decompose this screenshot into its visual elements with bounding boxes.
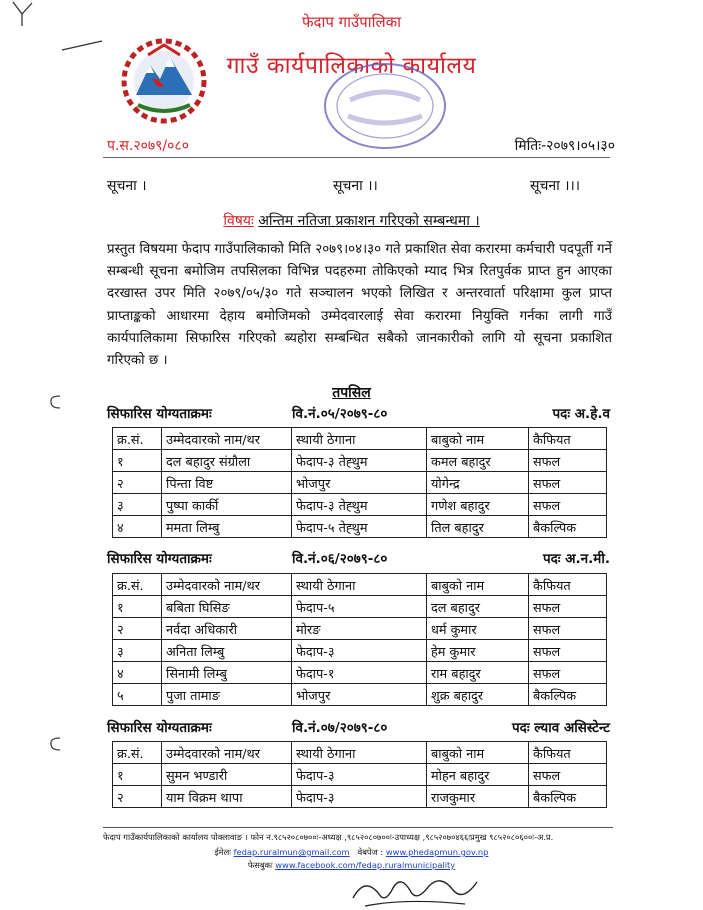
table-cell: गणेश बहादुर: [427, 494, 529, 516]
results-table: [112, 573, 607, 706]
column-header: स्थायी ठेगाना: [292, 742, 427, 764]
table-cell: ममता लिम्बु: [162, 516, 292, 538]
table-row: [113, 684, 607, 706]
column-header: स्थायी ठेगाना: [292, 428, 427, 450]
table-cell: धर्म कुमार: [427, 618, 529, 640]
table-row: [113, 786, 607, 808]
section-header: [107, 404, 610, 424]
table-cell: फेदाप-१: [292, 662, 427, 684]
table-cell: शुक्र बहादुर: [427, 684, 529, 706]
table-cell: सफल: [529, 764, 607, 786]
table-row: [113, 596, 607, 618]
table-cell: राम बहादुर: [427, 662, 529, 684]
table-cell: मोरङ: [292, 618, 427, 640]
table-cell: मोहन बहादुर: [427, 764, 529, 786]
pen-mark: [48, 393, 62, 411]
column-header: उम्मेदवारको नाम/थर: [162, 428, 292, 450]
table-header-row: [113, 574, 607, 596]
table-cell: योगेन्द्र: [427, 472, 529, 494]
header-divider: [103, 157, 610, 158]
table-cell: फेदाप-५ तेह्थुम: [292, 516, 427, 538]
table-cell: ५: [113, 684, 162, 706]
facebook-label: फेसबुकः: [247, 860, 273, 870]
table-cell: नर्वदा अधिकारी: [162, 618, 292, 640]
table-cell: सुमन भण्डारी: [162, 764, 292, 786]
facebook-link[interactable]: www.facebook.com/fedap.ruralmunicipality: [275, 860, 456, 870]
table-cell: १: [113, 764, 162, 786]
table-cell: कमल बहादुर: [427, 450, 529, 472]
table-row: [113, 764, 607, 786]
table-cell: ४: [113, 662, 162, 684]
table-cell: १: [113, 596, 162, 618]
table-cell: अनिता लिम्बु: [162, 640, 292, 662]
column-header: बाबुको नाम: [427, 428, 529, 450]
table-cell: २: [113, 786, 162, 808]
column-header: क्र.सं.: [113, 574, 162, 596]
table-cell: बैकल्पिक: [529, 516, 607, 538]
post-name: पदः ल्याव असिस्टेन्ट: [511, 720, 610, 736]
table-cell: सफल: [529, 640, 607, 662]
table-cell: फेदाप-३: [292, 640, 427, 662]
column-header: क्र.सं.: [113, 428, 162, 450]
table-row: [113, 516, 607, 538]
notice-number: वि.नं.०५/२०७९-८०: [292, 406, 388, 422]
table-cell: तिल बहादुर: [427, 516, 529, 538]
table-row: [113, 450, 607, 472]
notice-label-3: सूचना ।।।: [530, 178, 581, 194]
table-cell: फेदाप-३: [292, 764, 427, 786]
table-cell: १: [113, 450, 162, 472]
table-cell: फेदाप-३ तेह्थुम: [292, 494, 427, 516]
table-cell: सफल: [529, 662, 607, 684]
table-cell: ३: [113, 640, 162, 662]
table-cell: फेदाप-५: [292, 596, 427, 618]
table-row: [113, 662, 607, 684]
table-cell: राजकुमार: [427, 786, 529, 808]
post-name: पदः अ.न.मी.: [542, 551, 610, 567]
table-cell: दल बहादुर संग्रौला: [162, 450, 292, 472]
table-cell: सफल: [529, 494, 607, 516]
table-cell: पिन्ता विष्ट: [162, 472, 292, 494]
web-label: वेबपेज :: [357, 847, 384, 857]
table-cell: ३: [113, 494, 162, 516]
table-cell: सफल: [529, 596, 607, 618]
column-header: कैफियत: [529, 428, 607, 450]
table-cell: बबिता घिसिङ: [162, 596, 292, 618]
recommendation-label: सिफारिस योग्यताक्रमः: [107, 720, 212, 736]
table-cell: याम विक्रम थापा: [162, 786, 292, 808]
table-row: [113, 640, 607, 662]
issue-date: मितिः-२०७९।०५।३०: [514, 138, 615, 154]
post-name: पदः अ.हे.व: [552, 406, 610, 422]
table-cell: दल बहादुर: [427, 596, 529, 618]
recommendation-label: सिफारिस योग्यताक्रमः: [107, 551, 212, 567]
subject-label: विषयः: [223, 213, 254, 229]
column-header: कैफियत: [529, 742, 607, 764]
table-row: [113, 472, 607, 494]
table-cell: पुष्पा कार्की: [162, 494, 292, 516]
column-header: उम्मेदवारको नाम/थर: [162, 574, 292, 596]
table-cell: सफल: [529, 472, 607, 494]
email-label: ईमेलः: [214, 847, 231, 857]
column-header: उम्मेदवारको नाम/थर: [162, 742, 292, 764]
website-link[interactable]: www.phedapmun.gov.np: [385, 847, 489, 857]
table-header-row: [113, 742, 607, 764]
notice-number: वि.नं.०६/२०७९-८०: [292, 551, 388, 567]
table-row: [113, 494, 607, 516]
results-table: [112, 427, 607, 538]
subject-line: [0, 211, 703, 230]
table-cell: बैकल्पिक: [529, 684, 607, 706]
reference-number: प.स.२०७९/०८०: [107, 138, 189, 154]
email-link[interactable]: fedap.ruralmun@gmail.com: [233, 847, 350, 857]
results-table: [112, 741, 607, 808]
table-cell: फेदाप-३: [292, 786, 427, 808]
subject-text: अन्तिम नतिजा प्रकाशन गरिएको सम्बन्धमा ।: [258, 213, 480, 229]
notice-label-1: सूचना ।: [107, 178, 147, 194]
column-header: बाबुको नाम: [427, 742, 529, 764]
table-row: [113, 618, 607, 640]
footer-email-web: [0, 847, 703, 858]
table-cell: हेम कुमार: [427, 640, 529, 662]
section-header: [107, 718, 610, 738]
table-cell: सिनामी लिम्बु: [162, 662, 292, 684]
table-cell: बैकल्पिक: [529, 786, 607, 808]
recommendation-label: सिफारिस योग्यताक्रमः: [107, 406, 212, 422]
table-cell: ४: [113, 516, 162, 538]
signature: [345, 868, 485, 910]
table-cell: फेदाप-३ तेह्थुम: [292, 450, 427, 472]
schedule-title: तपसिल: [332, 385, 371, 401]
notice-label-2: सूचना ।।: [333, 178, 378, 194]
column-header: कैफियत: [529, 574, 607, 596]
official-stamp: [320, 60, 450, 152]
column-header: क्र.सं.: [113, 742, 162, 764]
table-cell: सफल: [529, 618, 607, 640]
table-cell: भोजपुर: [292, 684, 427, 706]
table-cell: २: [113, 472, 162, 494]
section-header: [107, 549, 610, 569]
footer-divider: [103, 827, 613, 828]
column-header: बाबुको नाम: [427, 574, 529, 596]
footer-contact: फेदाप गाउँकार्यपालिकाको कार्यालय पोक्लावाङ । फोन न.९८५२०८०७००ः-अध्यक्ष ,९८५२०८०७००ः-उपाध्यक्ष ,९८५२०७०४६६ःप्रमुख ९८५२०८०६००ः-अ.प्र.: [103, 832, 554, 842]
notice-body: प्रस्तुत विषयमा फेदाप गाउँपालिकाको मिति २०७९।०४।३० गते प्रकाशित सेवा करारमा कर्मचारी पदपूर्ती गर्ने सम्बन्धी सूचना बमोजिम तपसिलका विभिन्न पदहरुमा तोकिएको म्याद भित्र रितपुर्वक प्राप्त हुन आएका दरखास्त उपर मिति २०७९/०५/३० गते सञ्चालन भएको लिखित र अन्तरवार्ता परिक्षामा कुल प्राप्त प्राप्ताङ्कको आधारमा देहाय बमोजिमको उम्मेदवारलाई सेवा करारमा नियुक्ति गर्नका लागी गाउँ कार्यपालिकामा सिफारिस गरिएको ब्यहोरा सम्बन्धित सबैको जानकारीको लागि यो सूचना प्रकाशित गरिएको छ ।: [107, 242, 612, 369]
table-header-row: [113, 428, 607, 450]
table-cell: भोजपुर: [292, 472, 427, 494]
column-header: स्थायी ठेगाना: [292, 574, 427, 596]
notice-number: वि.नं.०७/२०७९-८०: [292, 720, 388, 736]
table-cell: २: [113, 618, 162, 640]
pen-mark: [48, 735, 62, 753]
table-cell: पुजा तामाङ: [162, 684, 292, 706]
org-name: फेदाप गाउँपालिका: [301, 13, 402, 31]
table-cell: सफल: [529, 450, 607, 472]
office-name: गाउँ कार्यपालिकाको कार्यालय: [226, 53, 477, 79]
